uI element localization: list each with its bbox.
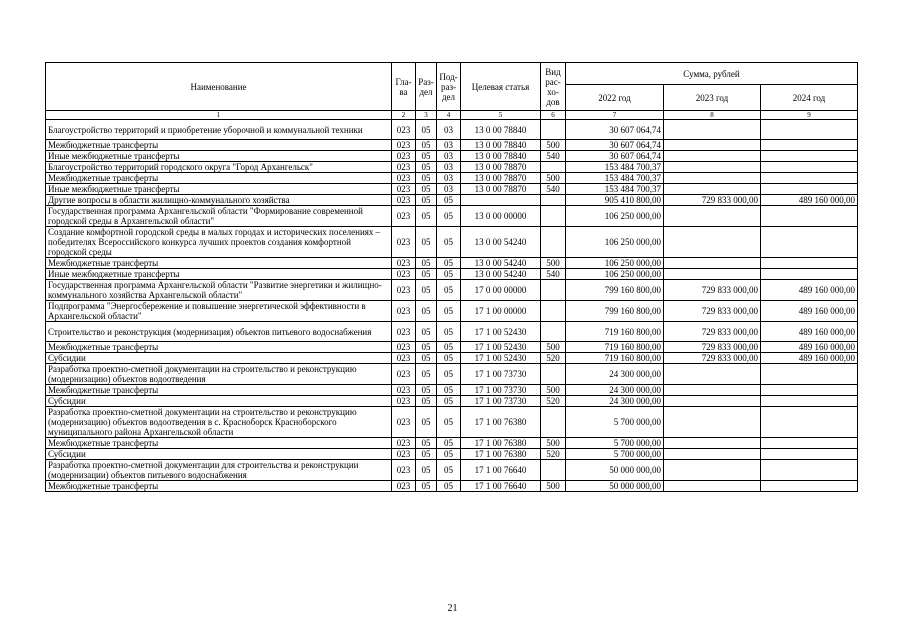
cell-sum-2024 — [761, 449, 858, 460]
table-row — [46, 438, 858, 449]
cell-sum-2023 — [664, 364, 761, 385]
cell-sum-2024 — [761, 151, 858, 162]
cell-vid: 520 — [541, 396, 566, 407]
cell-sum-2023 — [664, 151, 761, 162]
cell-glava: 023 — [392, 173, 416, 184]
cell-name: Создание комфортной городской среды в малых городах и исторических поселениях – победителях Всероссийского конкурса лучших проектов создания комфортной городской среды — [46, 227, 392, 258]
cell-podrazdel: 05 — [437, 280, 461, 301]
cell-sum-2022: 799 160 800,00 — [566, 301, 664, 322]
cell-sum-2023 — [664, 407, 761, 438]
cell-razdel: 05 — [416, 195, 437, 206]
table-row — [46, 120, 858, 140]
table-row — [46, 151, 858, 162]
cell-sum-2022: 30 607 064,74 — [566, 120, 664, 140]
cell-glava: 023 — [392, 364, 416, 385]
cell-sum-2023: 729 833 000,00 — [664, 353, 761, 364]
col-number: 3 — [416, 111, 437, 120]
cell-sum-2024 — [761, 364, 858, 385]
table-row — [46, 301, 858, 322]
cell-vid: 500 — [541, 481, 566, 492]
table-row — [46, 407, 858, 438]
cell-razdel: 05 — [416, 184, 437, 195]
cell-vid — [541, 364, 566, 385]
cell-glava: 023 — [392, 438, 416, 449]
cell-sum-2022: 5 700 000,00 — [566, 407, 664, 438]
cell-razdel: 05 — [416, 353, 437, 364]
cell-razdel: 05 — [416, 151, 437, 162]
col-number: 6 — [541, 111, 566, 120]
cell-glava: 023 — [392, 396, 416, 407]
cell-name: Межбюджетные трансферты — [46, 140, 392, 151]
cell-razdel: 05 — [416, 227, 437, 258]
cell-sum-2024 — [761, 258, 858, 269]
cell-glava: 023 — [392, 353, 416, 364]
cell-name: Субсидии — [46, 353, 392, 364]
cell-sum-2023 — [664, 269, 761, 280]
col-number: 5 — [461, 111, 541, 120]
cell-target: 13 0 00 54240 — [461, 258, 541, 269]
cell-glava: 023 — [392, 449, 416, 460]
table-row — [46, 206, 858, 227]
cell-sum-2022: 106 250 000,00 — [566, 206, 664, 227]
cell-sum-2024: 489 160 000,00 — [761, 322, 858, 342]
header-year-2023: 2023 год — [664, 85, 761, 111]
cell-name: Субсидии — [46, 396, 392, 407]
cell-sum-2024 — [761, 481, 858, 492]
cell-sum-2022: 50 000 000,00 — [566, 481, 664, 492]
cell-podrazdel: 03 — [437, 120, 461, 140]
cell-glava: 023 — [392, 227, 416, 258]
table-row — [46, 364, 858, 385]
column-numbers-row — [46, 111, 858, 120]
cell-razdel: 05 — [416, 460, 437, 481]
header-year-2024: 2024 год — [761, 85, 858, 111]
cell-sum-2024 — [761, 269, 858, 280]
cell-vid — [541, 460, 566, 481]
table-row — [46, 449, 858, 460]
cell-target: 17 1 00 76380 — [461, 449, 541, 460]
cell-sum-2024: 489 160 000,00 — [761, 353, 858, 364]
cell-sum-2024 — [761, 173, 858, 184]
cell-target: 13 0 00 78870 — [461, 162, 541, 173]
cell-podrazdel: 05 — [437, 227, 461, 258]
cell-razdel: 05 — [416, 301, 437, 322]
cell-podrazdel: 05 — [437, 258, 461, 269]
cell-target: 13 0 00 78840 — [461, 140, 541, 151]
cell-podrazdel: 03 — [437, 140, 461, 151]
cell-target: 17 1 00 76640 — [461, 460, 541, 481]
col-number: 1 — [46, 111, 392, 120]
cell-sum-2024: 489 160 000,00 — [761, 301, 858, 322]
cell-podrazdel: 05 — [437, 396, 461, 407]
cell-vid — [541, 227, 566, 258]
cell-sum-2023 — [664, 449, 761, 460]
cell-sum-2023: 729 833 000,00 — [664, 322, 761, 342]
cell-glava: 023 — [392, 460, 416, 481]
cell-sum-2024 — [761, 206, 858, 227]
cell-vid — [541, 322, 566, 342]
cell-vid — [541, 301, 566, 322]
cell-glava: 023 — [392, 258, 416, 269]
cell-sum-2022: 106 250 000,00 — [566, 227, 664, 258]
cell-sum-2024 — [761, 227, 858, 258]
cell-razdel: 05 — [416, 449, 437, 460]
cell-vid: 500 — [541, 342, 566, 353]
cell-sum-2022: 5 700 000,00 — [566, 449, 664, 460]
cell-vid — [541, 407, 566, 438]
cell-sum-2024 — [761, 407, 858, 438]
cell-sum-2022: 24 300 000,00 — [566, 385, 664, 396]
cell-name: Иные межбюджетные трансферты — [46, 151, 392, 162]
header-vid: Вид рас-хо-дов — [541, 63, 566, 111]
cell-sum-2022: 106 250 000,00 — [566, 258, 664, 269]
cell-sum-2024 — [761, 140, 858, 151]
header-sum: Сумма, рублей — [566, 63, 858, 85]
cell-sum-2023 — [664, 438, 761, 449]
cell-razdel: 05 — [416, 438, 437, 449]
table-row — [46, 322, 858, 342]
cell-target: 17 1 00 76380 — [461, 438, 541, 449]
cell-vid — [541, 195, 566, 206]
cell-sum-2022: 905 410 800,00 — [566, 195, 664, 206]
cell-glava: 023 — [392, 385, 416, 396]
cell-sum-2023 — [664, 120, 761, 140]
cell-sum-2023 — [664, 396, 761, 407]
table-row — [46, 269, 858, 280]
cell-glava: 023 — [392, 120, 416, 140]
col-number: 2 — [392, 111, 416, 120]
cell-razdel: 05 — [416, 206, 437, 227]
cell-razdel: 05 — [416, 342, 437, 353]
cell-target: 13 0 00 78870 — [461, 173, 541, 184]
cell-sum-2023 — [664, 173, 761, 184]
cell-target: 13 0 00 78840 — [461, 120, 541, 140]
cell-sum-2023: 729 833 000,00 — [664, 195, 761, 206]
cell-razdel: 05 — [416, 396, 437, 407]
cell-razdel: 05 — [416, 407, 437, 438]
cell-vid: 500 — [541, 173, 566, 184]
cell-podrazdel: 05 — [437, 301, 461, 322]
header-podrazdel: Под-раз-дел — [437, 63, 461, 111]
table-row — [46, 173, 858, 184]
cell-sum-2022: 30 607 064,74 — [566, 151, 664, 162]
cell-target: 13 0 00 00000 — [461, 206, 541, 227]
cell-podrazdel: 03 — [437, 173, 461, 184]
cell-podrazdel: 03 — [437, 184, 461, 195]
cell-target: 17 0 00 00000 — [461, 280, 541, 301]
cell-sum-2022: 153 484 700,37 — [566, 173, 664, 184]
cell-target: 13 0 00 78840 — [461, 151, 541, 162]
cell-sum-2023 — [664, 258, 761, 269]
cell-target — [461, 195, 541, 206]
cell-sum-2024 — [761, 184, 858, 195]
table-row — [46, 162, 858, 173]
cell-glava: 023 — [392, 151, 416, 162]
col-number: 8 — [664, 111, 761, 120]
cell-sum-2022: 50 000 000,00 — [566, 460, 664, 481]
cell-sum-2022: 153 484 700,37 — [566, 184, 664, 195]
cell-target: 13 0 00 54240 — [461, 269, 541, 280]
cell-glava: 023 — [392, 301, 416, 322]
table-row — [46, 353, 858, 364]
table-row — [46, 385, 858, 396]
cell-sum-2024 — [761, 385, 858, 396]
table-row — [46, 184, 858, 195]
cell-name: Субсидии — [46, 449, 392, 460]
cell-sum-2023 — [664, 227, 761, 258]
header-name: Наименование — [46, 63, 392, 111]
cell-razdel: 05 — [416, 481, 437, 492]
cell-sum-2023 — [664, 184, 761, 195]
cell-vid: 540 — [541, 184, 566, 195]
budget-table — [45, 62, 858, 492]
cell-podrazdel: 05 — [437, 322, 461, 342]
cell-razdel: 05 — [416, 269, 437, 280]
cell-razdel: 05 — [416, 140, 437, 151]
cell-glava: 023 — [392, 481, 416, 492]
col-number: 7 — [566, 111, 664, 120]
cell-razdel: 05 — [416, 385, 437, 396]
cell-podrazdel: 05 — [437, 206, 461, 227]
cell-sum-2023 — [664, 206, 761, 227]
cell-name: Межбюджетные трансферты — [46, 438, 392, 449]
cell-sum-2022: 719 160 800,00 — [566, 353, 664, 364]
col-number: 4 — [437, 111, 461, 120]
cell-sum-2023: 729 833 000,00 — [664, 280, 761, 301]
cell-sum-2023 — [664, 481, 761, 492]
cell-sum-2023 — [664, 140, 761, 151]
cell-name: Другие вопросы в области жилищно-коммунального хозяйства — [46, 195, 392, 206]
cell-name: Межбюджетные трансферты — [46, 342, 392, 353]
header-glava: Гла-ва — [392, 63, 416, 111]
header-target: Целевая статья — [461, 63, 541, 111]
cell-razdel: 05 — [416, 162, 437, 173]
cell-name: Подпрограмма "Энергосбережение и повышение энергетической эффективности в Архангельской области" — [46, 301, 392, 322]
cell-sum-2024 — [761, 120, 858, 140]
cell-sum-2023 — [664, 385, 761, 396]
cell-sum-2024: 489 160 000,00 — [761, 280, 858, 301]
cell-sum-2024: 489 160 000,00 — [761, 195, 858, 206]
cell-podrazdel: 05 — [437, 195, 461, 206]
cell-target: 17 1 00 76640 — [461, 481, 541, 492]
cell-name: Государственная программа Архангельской области "Развитие энергетики и жилищно-коммунального хозяйства Архангельской области" — [46, 280, 392, 301]
cell-target: 13 0 00 54240 — [461, 227, 541, 258]
table-row — [46, 481, 858, 492]
cell-razdel: 05 — [416, 322, 437, 342]
table-body — [46, 120, 858, 492]
cell-glava: 023 — [392, 322, 416, 342]
table-row — [46, 342, 858, 353]
cell-podrazdel: 05 — [437, 481, 461, 492]
cell-vid: 500 — [541, 438, 566, 449]
cell-sum-2022: 24 300 000,00 — [566, 396, 664, 407]
table-row — [46, 140, 858, 151]
cell-podrazdel: 05 — [437, 407, 461, 438]
cell-vid — [541, 206, 566, 227]
cell-sum-2024 — [761, 162, 858, 173]
table-row — [46, 258, 858, 269]
cell-glava: 023 — [392, 269, 416, 280]
cell-sum-2023: 729 833 000,00 — [664, 342, 761, 353]
cell-name: Иные межбюджетные трансферты — [46, 184, 392, 195]
table-row — [46, 195, 858, 206]
cell-sum-2022: 719 160 800,00 — [566, 342, 664, 353]
cell-vid: 540 — [541, 269, 566, 280]
cell-vid: 500 — [541, 385, 566, 396]
cell-glava: 023 — [392, 206, 416, 227]
cell-sum-2022: 24 300 000,00 — [566, 364, 664, 385]
cell-sum-2022: 5 700 000,00 — [566, 438, 664, 449]
cell-podrazdel: 05 — [437, 449, 461, 460]
cell-podrazdel: 05 — [437, 385, 461, 396]
cell-vid: 500 — [541, 140, 566, 151]
cell-podrazdel: 03 — [437, 151, 461, 162]
cell-name: Межбюджетные трансферты — [46, 385, 392, 396]
cell-target: 17 1 00 73730 — [461, 385, 541, 396]
cell-podrazdel: 03 — [437, 162, 461, 173]
cell-glava: 023 — [392, 280, 416, 301]
cell-glava: 023 — [392, 162, 416, 173]
cell-podrazdel: 05 — [437, 460, 461, 481]
cell-sum-2022: 153 484 700,37 — [566, 162, 664, 173]
table-row — [46, 280, 858, 301]
cell-name: Благоустройство территорий городского округа "Город Архангельск" — [46, 162, 392, 173]
cell-name: Государственная программа Архангельской области "Формирование современной городской среды в Архангельской области" — [46, 206, 392, 227]
cell-target: 17 1 00 52430 — [461, 322, 541, 342]
cell-target: 17 1 00 52430 — [461, 353, 541, 364]
table-row — [46, 460, 858, 481]
cell-podrazdel: 05 — [437, 438, 461, 449]
cell-name: Иные межбюджетные трансферты — [46, 269, 392, 280]
cell-glava: 023 — [392, 140, 416, 151]
cell-razdel: 05 — [416, 258, 437, 269]
cell-sum-2024 — [761, 396, 858, 407]
cell-target: 13 0 00 78870 — [461, 184, 541, 195]
cell-sum-2022: 799 160 800,00 — [566, 280, 664, 301]
cell-sum-2022: 719 160 800,00 — [566, 322, 664, 342]
cell-podrazdel: 05 — [437, 353, 461, 364]
page-number: 21 — [447, 603, 458, 614]
cell-sum-2023 — [664, 162, 761, 173]
cell-name: Разработка проектно-сметной документации на строительство и реконструкцию (модернизацию) объектов водоотведения — [46, 364, 392, 385]
cell-sum-2022: 106 250 000,00 — [566, 269, 664, 280]
header-year-2022: 2022 год — [566, 85, 664, 111]
cell-podrazdel: 05 — [437, 342, 461, 353]
cell-razdel: 05 — [416, 280, 437, 301]
cell-vid: 520 — [541, 353, 566, 364]
cell-sum-2024 — [761, 438, 858, 449]
cell-razdel: 05 — [416, 120, 437, 140]
cell-name: Межбюджетные трансферты — [46, 173, 392, 184]
cell-name: Строительство и реконструкция (модернизация) объектов питьевого водоснабжения — [46, 322, 392, 342]
cell-glava: 023 — [392, 342, 416, 353]
cell-name: Разработка проектно-сметной документации для строительства и реконструкции (модернизации) объектов питьевого водоснабжения — [46, 460, 392, 481]
cell-target: 17 1 00 00000 — [461, 301, 541, 322]
table-row — [46, 227, 858, 258]
cell-target: 17 1 00 52430 — [461, 342, 541, 353]
cell-podrazdel: 05 — [437, 269, 461, 280]
cell-glava: 023 — [392, 407, 416, 438]
col-number: 9 — [761, 111, 858, 120]
cell-glava: 023 — [392, 184, 416, 195]
cell-target: 17 1 00 73730 — [461, 364, 541, 385]
cell-name: Благоустройство территорий и приобретение уборочной и коммунальной техники — [46, 120, 392, 140]
cell-razdel: 05 — [416, 364, 437, 385]
cell-podrazdel: 05 — [437, 364, 461, 385]
cell-target: 17 1 00 76380 — [461, 407, 541, 438]
cell-vid — [541, 162, 566, 173]
cell-target: 17 1 00 73730 — [461, 396, 541, 407]
cell-vid — [541, 120, 566, 140]
cell-sum-2022: 30 607 064,74 — [566, 140, 664, 151]
cell-sum-2024: 489 160 000,00 — [761, 342, 858, 353]
cell-name: Межбюджетные трансферты — [46, 481, 392, 492]
cell-sum-2023 — [664, 460, 761, 481]
cell-vid: 520 — [541, 449, 566, 460]
cell-vid: 540 — [541, 151, 566, 162]
cell-sum-2024 — [761, 460, 858, 481]
cell-sum-2023: 729 833 000,00 — [664, 301, 761, 322]
cell-glava: 023 — [392, 195, 416, 206]
table-row — [46, 396, 858, 407]
cell-razdel: 05 — [416, 173, 437, 184]
cell-name: Межбюджетные трансферты — [46, 258, 392, 269]
cell-vid: 500 — [541, 258, 566, 269]
cell-vid — [541, 280, 566, 301]
header-razdel: Раз-дел — [416, 63, 437, 111]
cell-name: Разработка проектно-сметной документации на строительство и реконструкцию (модернизацию) объектов водоотведения в с. Красноборск Красноборского муниципального района Архангельской области — [46, 407, 392, 438]
